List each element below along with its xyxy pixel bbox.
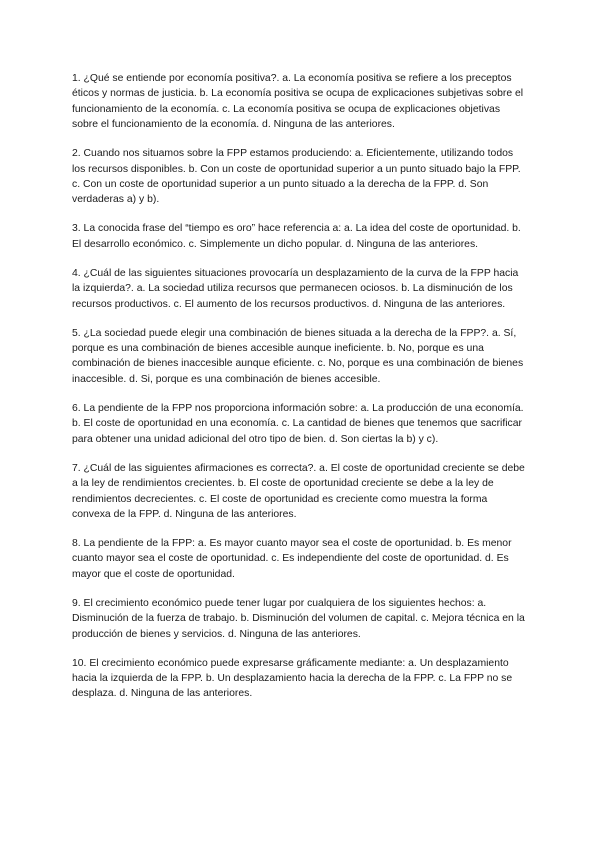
question-9: 9. El crecimiento económico puede tener lugar por cualquiera de los siguientes hechos: a. Disminución de la fuerza de trabajo. b. Disminución del volumen de capital. c. Mejora técnica en la producción de bienes y servicios. d. Ninguna de las anteriores. <box>72 597 525 640</box>
question-10: 10. El crecimiento económico puede expresarse gráficamente mediante: a. Un desplazamiento hacia la izquierda de la FPP. b. Un desplazamiento hacia la derecha de la FPP. c. La FPP no se desplaza. d. Ninguna de las anteriores. <box>72 657 513 700</box>
question-6: 6. La pendiente de la FPP nos proporciona información sobre: a. La producción de una economía. b. El coste de oportunidad en una economía. c. La cantidad de bienes que tenemos que sacrificar para obtener una unidad adicional del otro tipo de bien. d. Son ciertas la b) y c). <box>72 402 524 445</box>
question-5: 5. ¿La sociedad puede elegir una combinación de bienes situada a la derecha de la FPP?. a. Sí, porque es una combinación de bienes accesible aunque ineficiente. b. No, porque es una combinación de bienes inaccesible aunque eficiente. c. No, porque es una combinación de bienes inaccesible. d. Si, porque es una combinación de bienes accesible. <box>72 327 524 385</box>
question-7: 7. ¿Cuál de las siguientes afirmaciones es correcta?. a. El coste de oportunidad creciente se debe a la ley de rendimientos crecientes. b. El coste de oportunidad creciente se debe a la ley de rendimientos decrecientes. c. El coste de oportunidad es creciente como muestra la forma convexa de la FPP. d. Ninguna de las anteriores. <box>72 462 525 520</box>
question-4: 4. ¿Cuál de las siguientes situaciones provocaría un desplazamiento de la curva de la FPP hacia la izquierda?. a. La sociedad utiliza recursos que permanecen ociosos. b. La disminución de los recursos productivos. c. El aumento de los recursos productivos. d. Ninguna de las anteriores. <box>72 267 519 310</box>
question-3: 3. La conocida frase del “tiempo es oro” hace referencia a: a. La idea del coste de oportunidad. b. El desarrollo económico. c. Simplemente un dicho popular. d. Ninguna de las anteriores. <box>72 223 521 250</box>
question-8: 8. La pendiente de la FPP: a. Es mayor cuanto mayor sea el coste de oportunidad. b. Es menor cuanto mayor sea el coste de oportunidad. c. Es independiente del coste de oportunidad. d. Es mayor que el coste de oportunidad. <box>72 537 512 580</box>
document-page <box>72 71 528 715</box>
question-2: 2. Cuando nos situamos sobre la FPP estamos produciendo: a. Eficientemente, utilizando todos los recursos disponibles. b. Con un coste de oportunidad superior a un punto situado bajo la FPP. c. Con un coste de oportunidad superior a un punto situado a la derecha de la FPP. d. Son verdaderas a) y b). <box>72 148 521 206</box>
question-1: 1. ¿Qué se entiende por economía positiva?. a. La economía positiva se refiere a los preceptos éticos y normas de justicia. b. La economía positiva se ocupa de explicaciones subjetivas sobre el funcionamiento de la economía. c. La economía positiva se ocupa de explicaciones objetivas sobre el funcionamiento de la economía. d. Ninguna de las anteriores. <box>72 73 524 131</box>
